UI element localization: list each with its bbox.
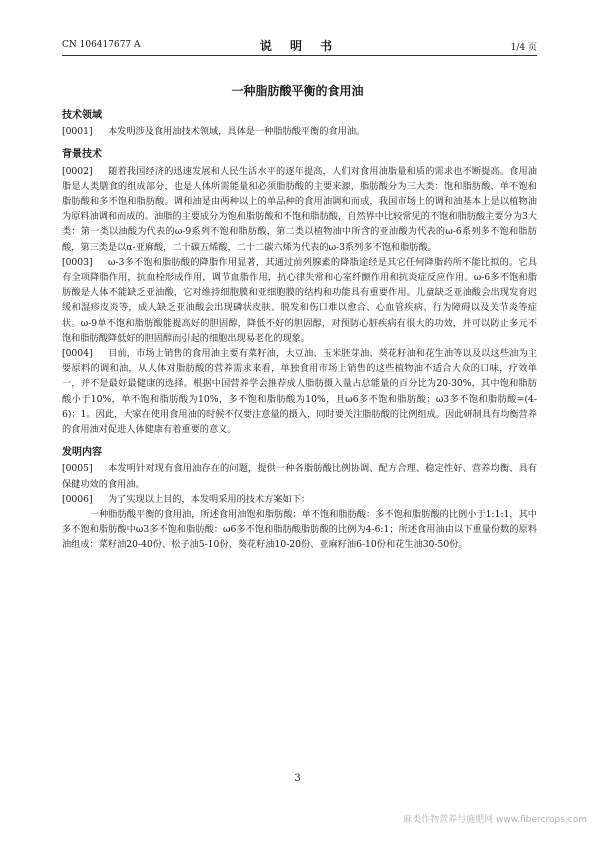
watermark: 麻类作物营养与施肥网 www.fibercrops.com — [403, 815, 587, 825]
paragraph-text: 为了实现以上目的，本发明采用的技术方案如下： — [108, 493, 311, 505]
paragraph-text: 目前，市场上销售的食用油主要有菜籽油，大豆油、玉米胚芽油、葵花籽油和花生油等以及以这些油为主要原料的调和油，从人体对脂肪酸的营养需求来看，单独食用市场上销售的这些植物油不适合大众的口味，疗效单一，并不是最好最健康的选择。根据中国营养学会推荐成人脂肪摄入量占总能量的百分比为20-30%，其中饱和脂肪酸小于10%，单不饱和脂肪酸为10%，多不饱和脂肪酸为10%，且ω6多不饱和脂肪酸：ω3多不饱和脂肪酸=(4-6)：1。因此，大家在使用食用油的时候不仅要注意量的摄入，同时要关注脂肪酸的比例组成。因此研制具有均衡营养的食用油对促进人体健康有着重要的意义。 — [62, 348, 537, 436]
page-number: 3 — [294, 773, 301, 784]
paragraph-0002 — [62, 164, 537, 255]
page-info: 1/4 页 — [510, 43, 537, 53]
paragraph-0006 — [62, 492, 537, 507]
paragraph-number: [0002] — [62, 165, 93, 177]
page-header — [62, 38, 537, 54]
paragraph-number: [0005] — [62, 463, 93, 475]
paragraph-number: [0003] — [62, 256, 93, 268]
document-title: 一种脂肪酸平衡的食用油 — [231, 84, 364, 98]
paragraph-0006-continued: 一种脂肪酸平衡的食用油，所述食用油饱和脂肪酸：单不饱和脂肪酸：多不饱和脂肪酸的比例小于1:1:1，其中多不饱和脂肪酸中ω3多不饱和脂肪酸：ω6多不饱和脂肪酸脂肪酸的比例为4-6:1；所述食用油由以下重量份数的原料油组成：菜籽油20-40份、松子油5-10份、葵花籽油10-20份、亚麻籽油6-10份和花生油30-50份。 — [62, 509, 537, 551]
document-type: 说 明 书 — [259, 39, 340, 53]
patent-number: CN 106417677 A — [62, 40, 141, 50]
paragraph-text: 本发明针对现有食用油存在的问题，提供一种各脂肪酸比例协调、配方合理、稳定性好、营养均衡、具有保健功效的食用油。 — [62, 463, 537, 490]
section-tech-field: 技术领域 — [62, 110, 102, 121]
paragraph-number: [0004] — [62, 348, 93, 360]
paragraph-text: 随着我国经济的迅速发展和人民生活水平的逐年提高，人们对食用油脂量和质的需求也不断提高。食用油脂是人类膳食的组成部分，也是人体所需能量和必须脂肪酸的主要来源，脂肪酸分为三大类：饱和脂肪酸、单不饱和脂肪酸和多不饱和脂肪酸。调和油是由两种以上的单品种的食用油调和而成，我国市场上的调和油基本上是以植物油为原料油调和而成的。油脂的主要成分为饱和脂肪酸和不饱和脂肪酸，自然界中比较常见的不饱和脂肪酸主要分为3大类：第一类以油酸为代表的ω-9系列不饱和脂肪酸，第二类以植物油中所含的亚油酸为代表的ω-6系列多不饱和脂肪酸，第三类是以α-亚麻酸，二十碳五烯酸，二十二碳六烯为代表的ω-3系列多不饱和脂肪酸。 — [62, 165, 537, 253]
paragraph-text: 本发明涉及食用油技术领域，具体是一种脂肪酸平衡的食用油。 — [108, 126, 366, 138]
header-rule — [62, 55, 537, 56]
paragraph-text: ω-3多不饱和脂肪酸的降脂作用显著，其通过前列腺素的降脂途经是其它任何降脂药所不能比拟的。它具有全项降脂作用，抗血栓形成作用，调节血脂作用，抗心律失常和心室纤颤作用和抗炎症反应作用。ω-6多不饱和脂肪酸是人体不能缺乏亚油酸，它对维持细胞膜和亚细胞膜的结构和功能具有重要作用。儿童缺乏亚油酸会出现发育迟缓和湿疹皮炎等，成人缺乏亚油酸会出现磷状皮肤、脱发和伤口难以愈合、心血管疾病、行为障碍以及关节炎等症状。ω-9单不饱和脂肪酸能提高好的胆固醇，降低不好的胆固醇，对预防心脏疾病有很大的功效，并可以防止多元不饱和脂肪酸降低好的胆固醇而引起的细胞出现易老化的现象。 — [62, 256, 537, 344]
paragraph-0004 — [62, 346, 537, 437]
paragraph-number: [0001] — [62, 126, 93, 138]
paragraph-0003 — [62, 255, 537, 346]
section-invention: 发明内容 — [62, 447, 102, 459]
paragraph-0001 — [62, 124, 537, 139]
section-background: 背景技术 — [62, 149, 102, 161]
document-body — [62, 108, 537, 553]
paragraph-number: [0006] — [62, 493, 93, 505]
paragraph-0005 — [62, 461, 537, 491]
